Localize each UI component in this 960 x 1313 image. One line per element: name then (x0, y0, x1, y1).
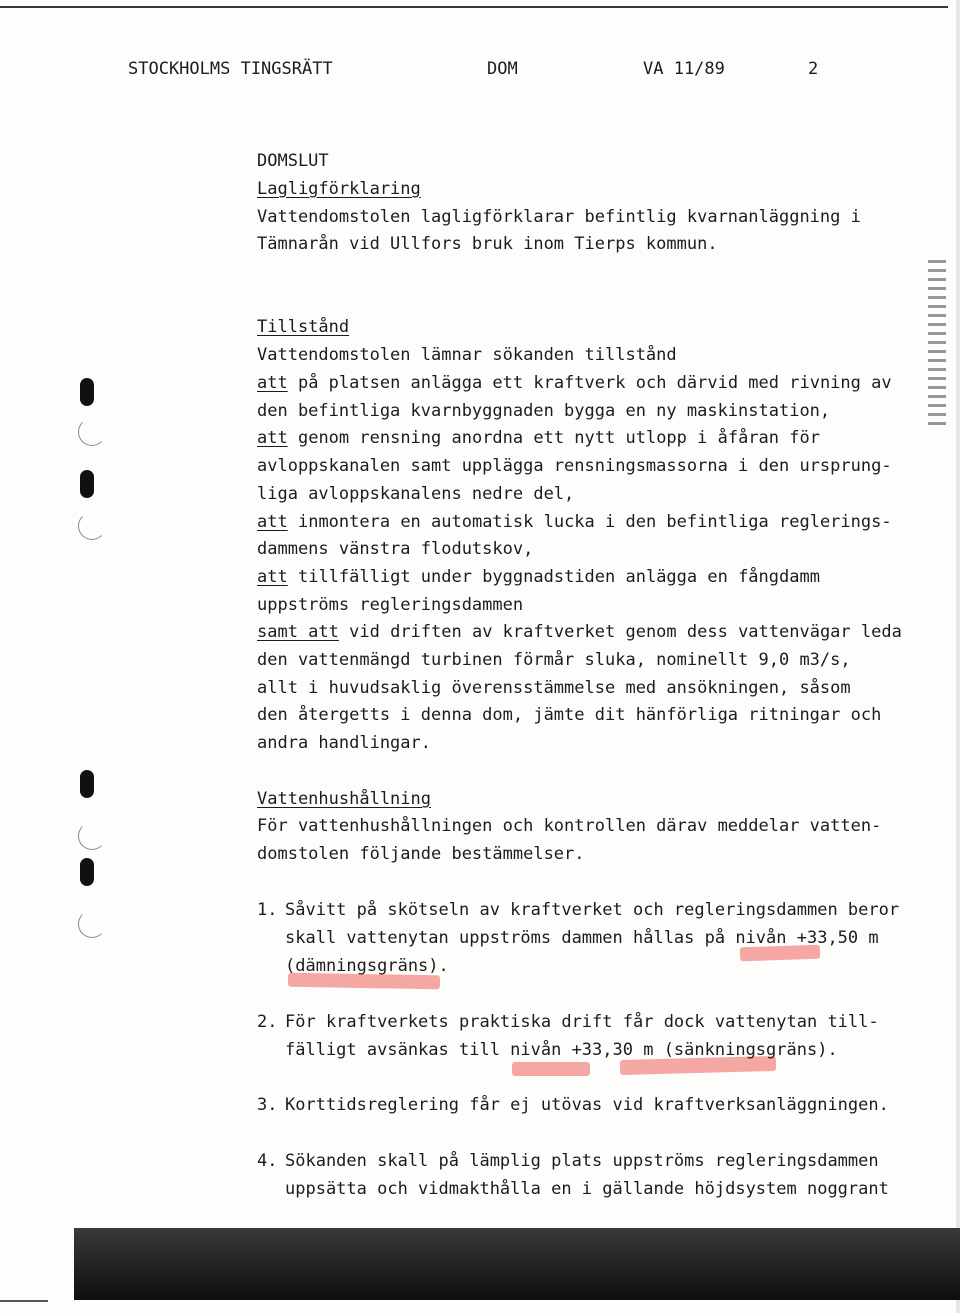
clause-line: att inmontera en automatisk lucka i den befintliga reglerings- (257, 512, 892, 532)
item-line: Såvitt på skötseln av kraftverket och regleringsdammen beror (285, 900, 900, 920)
scan-bottom-band (74, 1228, 960, 1300)
clause-lead: samt att (257, 622, 339, 642)
scan-top-rule (0, 6, 948, 8)
document-type: DOM (487, 59, 518, 79)
item-line: Korttidsreglering får ej utövas vid kraftverksanläggningen. (285, 1095, 889, 1115)
clause-line: samt att vid driften av kraftverket genom dess vattenvägar leda (257, 622, 902, 642)
lagligforklaring-line: Vattendomstolen lagligförklarar befintlig kvarnanläggning i (257, 207, 861, 227)
punch-hole-ring (78, 512, 106, 540)
court-name: STOCKHOLMS TINGSRÄTT (128, 59, 333, 79)
case-number: VA 11/89 (643, 59, 725, 79)
clause-line: dammens vänstra flodutskov, (257, 539, 534, 559)
clause-line: andra handlingar. (257, 733, 431, 753)
clause-line: den vattenmängd turbinen förmår sluka, nominellt 9,0 m3/s, (257, 650, 851, 670)
punch-hole (80, 770, 94, 798)
clause-line: allt i huvudsaklig överensstämmelse med ansökningen, såsom (257, 678, 851, 698)
item-line: skall vattenytan uppströms dammen hållas på nivån +33,50 m (285, 928, 879, 948)
item-number: 3. (257, 1095, 278, 1115)
page-number: 2 (808, 59, 819, 79)
clause-line: uppströms regleringsdammen (257, 595, 524, 615)
vattenhushallning-line: För vattenhushållningen och kontrollen därav meddelar vatten- (257, 816, 882, 836)
tillstand-intro: Vattendomstolen lämnar sökanden tillstånd (257, 345, 677, 365)
clause-line: liga avloppskanalens nedre del, (257, 484, 575, 504)
clause-lead: att (257, 567, 288, 587)
lagligforklaring-heading: Lagligförklaring (257, 179, 421, 199)
item-number: 4. (257, 1151, 278, 1171)
item-line: (dämningsgräns). (285, 956, 449, 976)
scan-bottom-edge (0, 1300, 48, 1302)
punch-hole-ring (78, 910, 106, 938)
clause-line: avloppskanalen samt upplägga rensningsmassorna i den ursprung- (257, 456, 892, 476)
scan-edge-specks (928, 260, 946, 430)
item-line: Sökanden skall på lämplig plats uppströms regleringsdammen (285, 1151, 879, 1171)
punch-hole (80, 378, 94, 406)
scan-right-edge (956, 0, 960, 1313)
clause-lead: att (257, 373, 288, 393)
domslut-title: DOMSLUT (257, 151, 329, 171)
tillstand-heading: Tillstånd (257, 317, 350, 337)
item-line: uppsätta och vidmakthålla en i gällande höjdsystem noggrant (285, 1179, 889, 1199)
vattenhushallning-heading: Vattenhushållning (257, 789, 431, 809)
clause-lead: att (257, 428, 288, 448)
item-line: För kraftverkets praktiska drift får dock vattenytan till- (285, 1012, 879, 1032)
clause-lead: att (257, 512, 288, 532)
clause-line: att tillfälligt under byggnadstiden anlägga en fångdamm (257, 567, 820, 587)
clause-line: den återgetts i denna dom, jämte dit hänförliga ritningar och (257, 705, 882, 725)
punch-hole-ring (78, 418, 106, 446)
punch-hole (80, 858, 94, 886)
vattenhushallning-line: domstolen följande bestämmelser. (257, 844, 585, 864)
item-number: 1. (257, 900, 278, 920)
highlight-mark (512, 1062, 590, 1076)
item-number: 2. (257, 1012, 278, 1032)
clause-line: den befintliga kvarnbyggnaden bygga en ny maskinstation, (257, 401, 831, 421)
clause-line: att genom rensning anordna ett nytt utlopp i åfåran för (257, 428, 820, 448)
punch-hole (80, 470, 94, 498)
item-line: fälligt avsänkas till nivån +33,30 m (sänkningsgräns). (285, 1040, 838, 1060)
lagligforklaring-line: Tämnarån vid Ullfors bruk inom Tierps kommun. (257, 234, 718, 254)
punch-hole-ring (78, 822, 106, 850)
clause-line: att på platsen anlägga ett kraftverk och därvid med rivning av (257, 373, 892, 393)
